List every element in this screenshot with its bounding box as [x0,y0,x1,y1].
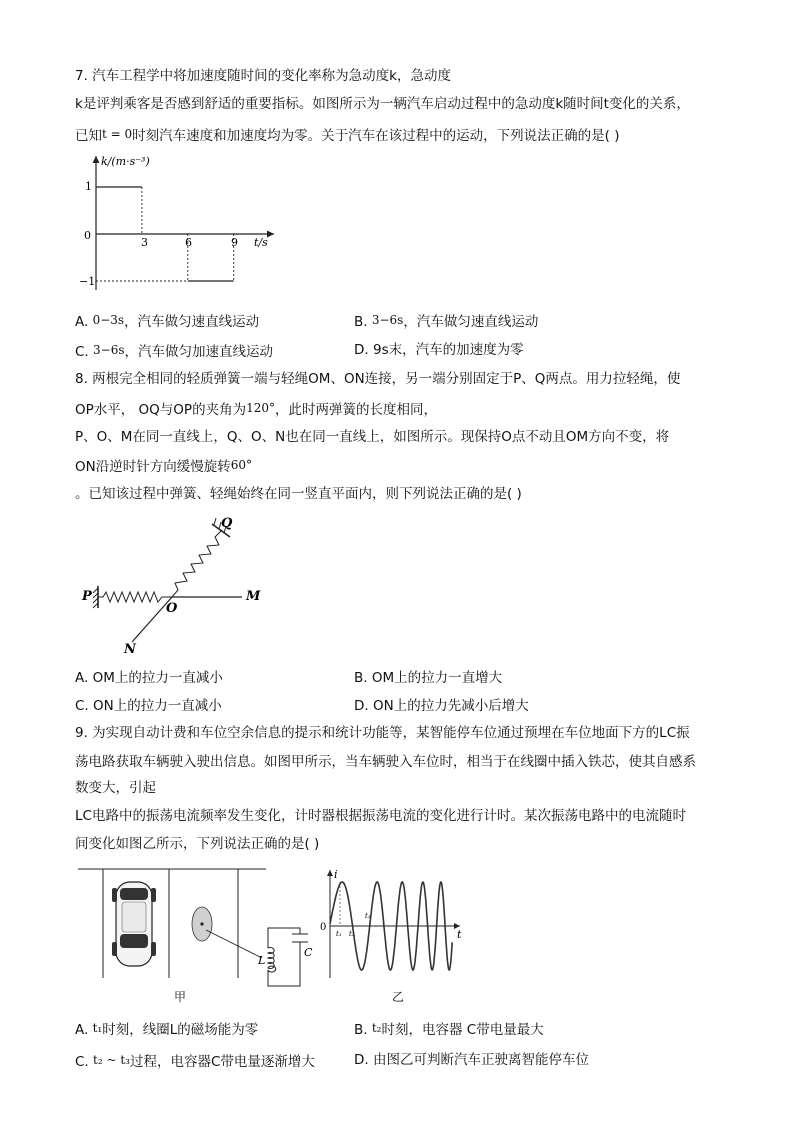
label-m: M [246,589,261,604]
lc-circuit [268,928,308,986]
fig-yi-caption: 乙 [392,990,405,1004]
q8-line1: 8. 两根完全相同的轻质弹簧一端与轻绳OM、ON连接，另一端分别固定于P、Q两点。用力拉轻绳，使 [75,371,681,387]
q7-option-d[interactable]: D. 9s末，汽车的加速度为零 [354,342,524,358]
q9-option-c[interactable]: C. t₂ ~ t₃过程，电容器C带电量逐渐增大 [75,1053,315,1070]
car-icon [112,882,156,966]
q8-spring-figure [80,510,280,660]
q8-option-d[interactable]: D. ON上的拉力先减小后增大 [354,698,529,714]
q8-option-b[interactable]: B. OM上的拉力一直增大 [354,670,503,686]
wave-t-label: t [457,928,462,941]
label-o: O [166,601,178,616]
q9-line1: 9. 为实现自动计费和车位空余信息的提示和统计功能等，某智能停车位通过预埋在车位地面下方的LC振 [75,725,690,741]
q9-line3: 数变大，引起 [75,780,156,796]
q7-line1: 7. 汽车工程学中将加速度随时间的变化率称为急动度k，急动度 [75,68,451,84]
q9-option-b[interactable]: B. t₂时刻，电容器 C带电量最大 [354,1021,544,1038]
wave-t2-label: t₂ [349,930,355,938]
x-tick-6: 6 [185,236,192,249]
label-L: L [258,954,266,967]
q7-k-t-graph [76,150,296,295]
wave-t3-label: t₃ [365,912,371,920]
math-t0: t = 0 [102,127,133,141]
wave-i-label: i [334,868,338,881]
spring-po [98,592,172,602]
label-p: P [82,589,92,604]
q9-line2: 荡电路获取车辆驶入驶出信息。如图甲所示，当车辆驶入车位时，相当于在线圈中插入铁芯，使其自感系 [75,754,696,770]
y-axis-label: k/(m·s⁻³) [101,155,150,168]
q9-figure-jia [78,866,328,1006]
q7-line3: 已知t = 0时刻汽车速度和加速度均为零。关于汽车在该过程中的运动，下列说法正确的是( ) [75,127,620,144]
origin-label: 0 [84,229,91,242]
label-C: C [304,946,313,959]
q8-option-a[interactable]: A. OM上的拉力一直减小 [75,670,223,686]
label-n: N [124,642,136,657]
wave-origin: 0 [320,922,327,933]
q7-line2: k是评判乘客是否感到舒适的重要指标。如图所示为一辆汽车启动过程中的急动度k随时间t变化的关系， [75,96,690,112]
q7-option-b[interactable]: B. 3−6s，汽车做匀速直线运动 [354,313,539,330]
fig-jia-caption: 甲 [174,990,187,1004]
q9-option-d[interactable]: D. 由图乙可判断汽车正驶离智能停车位 [354,1052,589,1068]
q9-line5: 间变化如图乙所示，下列说法正确的是( ) [75,836,320,852]
x-axis-label: t/s [254,236,268,249]
q9-option-a[interactable]: A. t₁时刻，线圈L的磁场能为零 [75,1021,259,1038]
q8-line2: OP水平， OQ与OP的夹角为120°，此时两弹簧的长度相同， [75,401,437,418]
q8-line4: ON沿逆时针方向缓慢旋转60° [75,458,253,475]
q8-line3: P、O、M在同一直线上，Q、O、N也在同一直线上，如图所示。现保持O点不动且OM方向不变，将 [75,429,670,445]
wave-t1-label: t₁ [336,930,342,938]
y-tick-1: 1 [85,180,92,193]
q8-line5: 。已知该过程中弹簧、轻绳始终在同一竖直平面内，则下列说法正确的是( ) [75,486,522,502]
q9-line4: LC电路中的振荡电流频率发生变化，计时器根据振荡电流的变化进行计时。某次振荡电路中的电流随时 [75,808,686,824]
q7-option-a[interactable]: A. 0−3s，汽车做匀速直线运动 [75,313,260,330]
y-tick-neg1: −1 [79,275,96,288]
x-tick-3: 3 [141,236,148,249]
q9-figure-yi-wave [318,866,468,986]
spring-oq [172,530,222,597]
q8-option-c[interactable]: C. ON上的拉力一直减小 [75,698,222,714]
x-tick-9: 9 [231,236,238,249]
label-q: Q [221,516,233,531]
q7-option-c[interactable]: C. 3−6s，汽车做匀加速直线运动 [75,343,273,360]
